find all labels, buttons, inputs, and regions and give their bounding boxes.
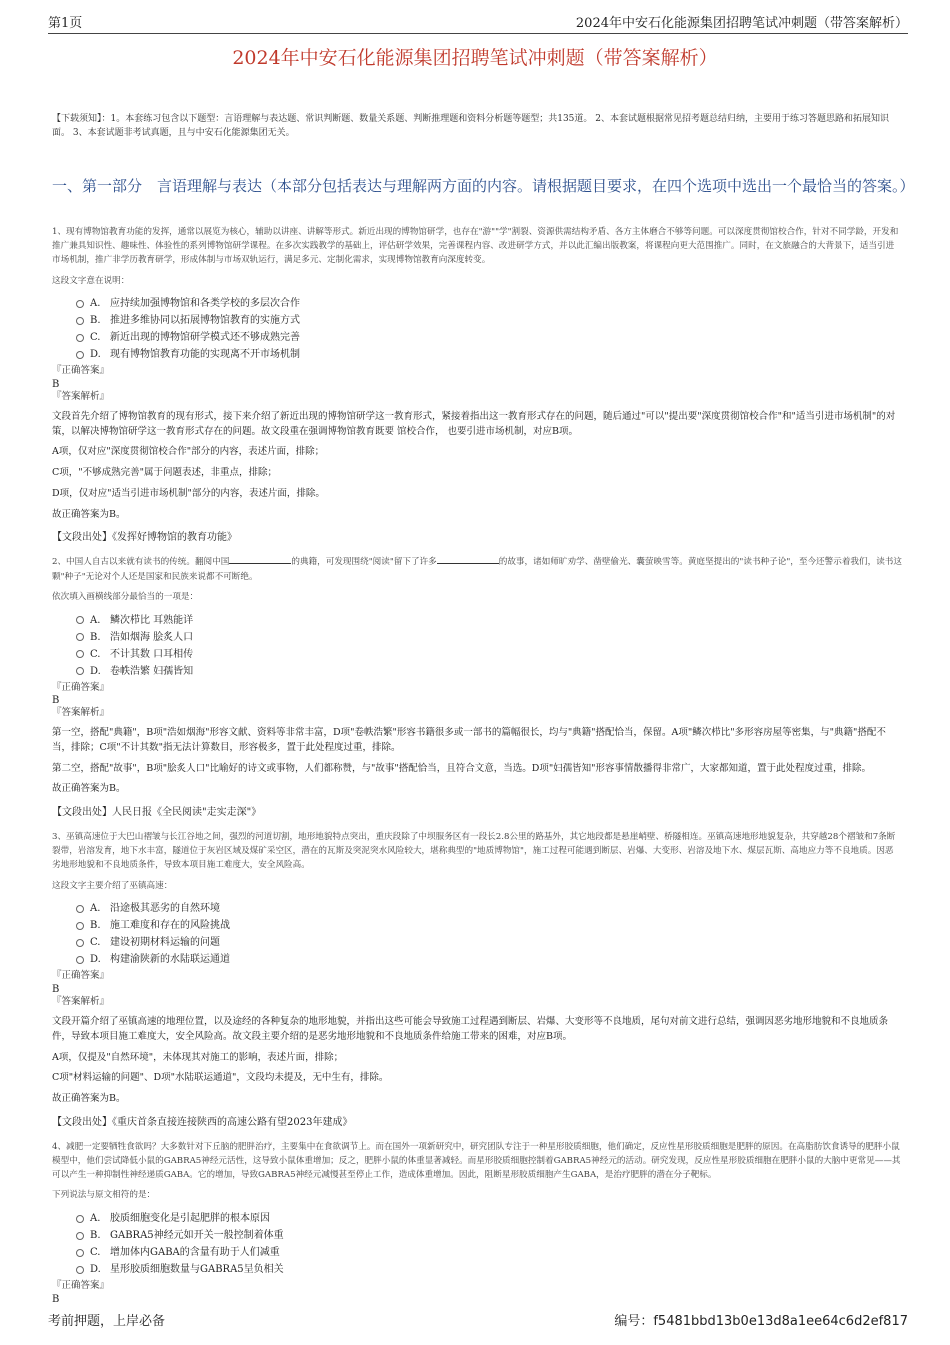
- option-d[interactable]: D. 卷帙浩繁 妇孺皆知: [76, 663, 902, 680]
- question-2-options: [76, 612, 902, 680]
- question-1-prompt: 这段文字意在说明：: [52, 275, 130, 286]
- option-d[interactable]: D. 构建渝陕新的水陆联运通道: [76, 951, 902, 968]
- analysis-label: 『答案解析』: [52, 391, 110, 403]
- analysis-paragraph: C项，"不够成熟完善"属于问题表述，非重点，排除；: [52, 467, 278, 479]
- answer-value: B: [52, 984, 60, 996]
- radio-icon[interactable]: [76, 922, 84, 930]
- analysis-paragraph: C项"材料运输的问题"、D项"水陆联运通道"，文段均未提及，无中生有，排除。: [52, 1072, 389, 1084]
- question-4-prompt: 下列说法与原文相符的是：: [52, 1190, 156, 1201]
- question-3-options: [76, 900, 902, 968]
- fill-blank: [229, 555, 291, 564]
- footer-code: 编号：f5481bbd13b0e13d8a1ee64c6d2ef817: [614, 1314, 908, 1329]
- analysis-paragraph: 文段开篇介绍了巫镇高速的地理位置，以及途经的各种复杂的地形地貌，并指出这些可能会导致施工过程遇到断层、岩爆、大变形等不良地质，尾句对前文进行总结，强调因恶劣地形地貌和不良地质条件，导致本项目施工难度大，安全风险高。故文段主要介绍的是恶劣地形地貌和不良地质条件给施工带来的困难，对应B项。: [52, 1016, 889, 1042]
- option-c[interactable]: C. 建设初期材料运输的问题: [76, 934, 902, 951]
- question-4: [52, 1140, 902, 1306]
- page-header: [48, 14, 908, 34]
- analysis-label: 『答案解析』: [52, 996, 110, 1008]
- question-1-options: [76, 295, 902, 363]
- answer-label: 『正确答案』: [52, 1280, 110, 1292]
- radio-icon[interactable]: [76, 939, 84, 947]
- analysis-paragraph: 第一空，搭配"典籍"，B项"浩如烟海"形容文献、资料等非常丰富，D项"卷帙浩繁"形容书籍很多或一部书的篇幅很长，均与"典籍"搭配恰当，保留。A项"鳞次栉比"多形容房屋等密集，与"典籍"搭配不当，排除；C项"不计其数"指无法计算数目，形容极多，置于此处程度过重，排除。: [52, 727, 886, 753]
- radio-icon[interactable]: [76, 633, 84, 641]
- analysis-paragraph: A项，仅提及"自然环境"，未体现其对施工的影响，表述片面，排除；: [52, 1051, 344, 1063]
- radio-icon[interactable]: [76, 334, 84, 342]
- radio-icon[interactable]: [76, 616, 84, 624]
- radio-icon[interactable]: [76, 351, 84, 359]
- option-b[interactable]: B. 施工难度和存在的风险挑战: [76, 917, 902, 934]
- answer-label: 『正确答案』: [52, 681, 110, 693]
- option-c[interactable]: C. 新近出现的博物馆研学模式还不够成熟完善: [76, 329, 902, 346]
- section-heading: 一、第一部分 言语理解与表达（本部分包括表达与理解两方面的内容。请根据题目要求，在四个选项中选出一个最恰当的答案。）: [52, 177, 915, 195]
- radio-icon[interactable]: [76, 956, 84, 964]
- option-c[interactable]: C. 不计其数 口耳相传: [76, 646, 902, 663]
- analysis-paragraph: A项，仅对应"深度贯彻馆校合作"部分的内容，表述片面，排除；: [52, 446, 325, 458]
- document-title: 2024年中安石化能源集团招聘笔试冲刺题（带答案解析）: [232, 47, 718, 69]
- radio-icon[interactable]: [76, 1215, 84, 1223]
- source-note: 【文段出处】《重庆首条直接连接陕西的高速公路有望2023年建成》: [52, 1116, 353, 1128]
- radio-icon[interactable]: [76, 1249, 84, 1257]
- option-b[interactable]: B. 推进多维协同以拓展博物馆教育的实施方式: [76, 312, 902, 329]
- analysis-paragraph: 故正确答案为B。: [52, 508, 126, 520]
- question-1: [52, 225, 902, 545]
- radio-icon[interactable]: [76, 1232, 84, 1240]
- footer-slogan: 考前押题，上岸必备: [48, 1314, 166, 1329]
- analysis-paragraph: 文段首先介绍了博物馆教育的现有形式，接下来介绍了新近出现的博物馆研学这一教育形式，紧接着指出这一教育形式存在的问题，随后通过"可以"提出要"深度贯彻馆校合作"和"适当引进市场机制"的对策，以解决博物馆研学这一教育形式存在的问题。故文段重在强调博物馆教育既要 馆校合作， 也要引进市场机制，对应B项。: [52, 411, 896, 437]
- answer-label: 『正确答案』: [52, 970, 110, 982]
- radio-icon[interactable]: [76, 650, 84, 658]
- question-3-text: 3、巫镇高速位于大巴山褶皱与长江谷地之间，强烈的河道切割，地形地貌特点突出，重庆段除了中坝服务区有一段长2.8公里的路基外，其它地段都是悬崖峭壁、桥隧相连。巫镇高速地形地貌复杂，共穿越28个褶皱和7条断裂带，岩溶发育，地下水丰富，隧道位于灰岩区域及煤矿采空区，潜在的瓦斯及突泥突水风险较大，堪称典型的"地质博物馆"，施工过程可能遇到断层、岩爆、大变形、岩溶及地下水、煤层瓦斯、高地应力等不良地质。因恶劣地形地貌和不良地质条件，导致本项目施工难度大，安全风险高。: [52, 832, 896, 871]
- analysis-label: 『答案解析』: [52, 707, 110, 719]
- question-4-text: 4、减肥一定要牺牲食欲吗？大多数针对下丘脑的肥胖治疗，主要集中在食欲调节上。而在国外一项新研究中，研究团队专注于一种星形胶质细胞，他们确定，反应性星形胶质细胞是肥胖的原因。在高脂肪饮食诱导的肥胖小鼠模型中，他们尝试降低小鼠的GABRA5神经元活性，这导致小鼠体重增加；反之，肥胖小鼠的体重显著减轻。而星形胶质细胞控制着GABRA5神经元的活动。研究发现，反应性星形胶质细胞在肥胖小鼠的大脑中更常见——其可以产生一种抑制性神经递质GABA。它的增加，导致GABRA5神经元减慢甚至停止工作，造成体重增加。因此，阻断星形胶质细胞产生GABA，是治疗肥胖的潜在分子靶标。: [52, 1141, 901, 1181]
- question-3-prompt: 这段文字主要介绍了巫镇高速：: [52, 880, 173, 891]
- option-a[interactable]: A. 胶质细胞变化是引起肥胖的根本原因: [76, 1210, 902, 1227]
- page-number: 第1页: [48, 16, 83, 31]
- option-b[interactable]: B. GABRA5神经元如开关一般控制着体重: [76, 1227, 902, 1244]
- source-note: 【文段出处】人民日报《全民阅读"走实走深"》: [52, 807, 262, 819]
- analysis-paragraph: 故正确答案为B。: [52, 783, 126, 795]
- radio-icon[interactable]: [76, 667, 84, 675]
- fill-blank: [437, 555, 499, 564]
- answer-value: B: [52, 379, 60, 391]
- question-2-prompt: 依次填入画横线部分最恰当的一项是：: [52, 591, 199, 602]
- option-b[interactable]: B. 浩如烟海 脍炙人口: [76, 629, 902, 646]
- page-footer: [48, 1312, 908, 1332]
- option-a[interactable]: A. 鳞次栉比 耳熟能详: [76, 612, 902, 629]
- option-d[interactable]: D. 星形胶质细胞数量与GABRA5呈负相关: [76, 1261, 902, 1278]
- radio-icon[interactable]: [76, 905, 84, 913]
- radio-icon[interactable]: [76, 1266, 84, 1274]
- download-notice: 【下载须知】：1。本套练习包含以下题型：言语理解与表达题、常识判断题、数量关系题、判断推理题和资料分析题等题型；共135道。 2、本套试题根据常见招考题总结归纳，主要用于练习答题思路和拓展知识面。 3、本套试题非考试真题，且与中安石化能源集团无关。: [52, 114, 889, 139]
- analysis-paragraph: 第二空，搭配"故事"，B项"脍炙人口"比喻好的诗文或事物，人们都称赞，与"故事"搭配恰当，且符合文意，当选。D项"妇孺皆知"形容事情散播得非常广，大家都知道，置于此处程度过重，排除。: [52, 762, 872, 774]
- radio-icon[interactable]: [76, 317, 84, 325]
- option-a[interactable]: A. 沿途极其恶劣的自然环境: [76, 900, 902, 917]
- radio-icon[interactable]: [76, 300, 84, 308]
- option-a[interactable]: A. 应持续加强博物馆和各类学校的多层次合作: [76, 295, 902, 312]
- answer-label: 『正确答案』: [52, 365, 110, 377]
- option-c[interactable]: C. 增加体内GABA的含量有助于人们减重: [76, 1244, 902, 1261]
- question-1-text: 1、现有博物馆教育功能的发挥，通常以展览为核心，辅助以讲座、讲解等形式。新近出现的博物馆研学，也存在"游""学"割裂、资源供需结构矛盾、各方主体磨合不够等问题。可以深度贯彻馆校合作，针对不同学龄，开发和推广兼具知识性、趣味性、体验性的系列博物馆研学课程。在多次实践教学的基础上，评估研学效果，完善课程内容、改进研学方式，并以此汇编出版教案，将课程向更大范围推广。同时，在文旅融合的大背景下，适当引进市场机制，推广非学历教育研学，形成体制与市场双轨运行，满足多元、定制化需求，实现博物馆教育向深度转变。: [52, 227, 899, 266]
- question-2-text: 2、中国人自古以来就有读书的传统。翻阅中国 的典籍，可发现围绕"阅读"留下了许多 的故事，诸如师旷劝学、凿壁偷光、囊萤映雪等。黄庭坚提出的"读书种子论"，至今还警示着我们，读书这颗"种子"无论对个人还是国家和民族来说都不可断绝。: [52, 557, 902, 582]
- option-d[interactable]: D. 现有博物馆教育功能的实现离不开市场机制: [76, 346, 902, 363]
- answer-value: B: [52, 695, 60, 707]
- header-doc-title: 2024年中安石化能源集团招聘笔试冲刺题（带答案解析）: [575, 16, 908, 31]
- source-note: 【文段出处】《发挥好博物馆的教育功能》: [52, 532, 237, 544]
- analysis-paragraph: D项，仅对应"适当引进市场机制"部分的内容，表述片面，排除。: [52, 487, 325, 499]
- answer-value: B: [52, 1293, 60, 1305]
- question-3: [52, 830, 902, 1130]
- question-2: [52, 555, 902, 820]
- questions-content: [52, 225, 902, 1306]
- analysis-paragraph: 故正确答案为B。: [52, 1092, 126, 1104]
- question-4-options: [76, 1210, 902, 1278]
